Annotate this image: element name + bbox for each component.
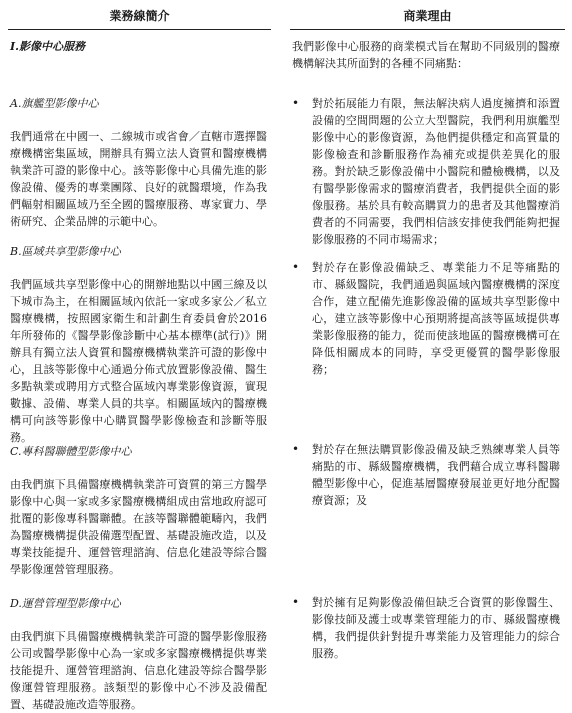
bullet-icon: • — [292, 96, 300, 110]
row-d-body: 由我們旗下具備醫療機構執業許可證的醫學影像服務公司或醫學影像中心為一家或多家醫療機構提供專業技能提升、運營管理諮詢、信息化建設等綜合醫學影像運營管理服務。該類型的影像中心不涉及設備配置、基礎設施改造等服務。 — [10, 630, 267, 711]
row-c-title: C.專科醫聯體型影像中心 — [10, 445, 132, 458]
bullet-icon: • — [292, 595, 300, 609]
row-d-reason-text: 對於擁有足夠影像設備但缺乏合資質的影像醫生、影像技師及護士或專業管理能力的市、縣級醫療機構，我們提供針對提升專業能力及管理能力的綜合服務。 — [312, 596, 560, 660]
row-b-reason-text: 對於存在影像設備缺乏、專業能力不足等痛點的市、縣級醫院，我們通過與區域內醫療機構的深度合作，建立配備先進影像設備的區域共享型影像中心，建立該等影像中心預期將提高該等區域提供專業影像服務的能力，從而使該地區的醫療機構可在降低相關成本的同時，享受更優質的醫學影像服務； — [312, 261, 560, 376]
section-i-intro: 我們影像中心服務的商業模式旨在幫助不同級別的醫療機構解決其所面對的各種不同痛點： — [292, 40, 560, 70]
row-c-body: 由我們旗下具備醫療機構執業許可資質的第三方醫學影像中心與一家或多家醫療機構組成由當地政府認可批覆的影像專科醫聯體。在該等醫聯體範疇內，我們為醫療機構提供設備選型配置、基礎設施改造，以及專業技能提升、運營管理諮詢、信息化建設等綜合醫學影像運營管理服務。 — [10, 478, 267, 576]
row-a-reason — [290, 95, 562, 265]
column-header-business-line: 業務線簡介 — [8, 3, 271, 30]
row-c-reason-text: 對於存在無法購買影像設備及缺乏熟練專業人員等痛點的市、縣級醫療機構，我們藉合成立專科醫聯體型影像中心，促進基層醫療發展並更好地分配醫療資源；及 — [312, 443, 560, 507]
section-i-title: I.影像中心服務 — [10, 40, 85, 53]
row-a-body: 我們通常在中國一、二線城市或省會／直轄市選擇醫療機構密集區域，開辦具有獨立法人資質和醫療機構執業許可證的影像中心。該等影像中心具備先進的影像設備、優秀的專業團隊、良好的就醫環境，作為我們輻射相關區域乃至全國的醫療服務、專家實力、學術研究、企業品牌的示範中心。 — [10, 130, 267, 228]
row-a-reason-text: 對於拓展能力有限，無法解決病人過度擁擠和添置設備的空間問題的公立大型醫院，我們利用旗艦型影像中心的影像資源，為他們提供穩定和高質量的影像檢查和診斷服務作為補充或提供差異化的服務。對於缺乏影像設備中小醫院和體檢機構，以及有醫學影像需求的醫療消費者，我們提供全面的影像服務。基於具有較高購買力的患者及其他醫療消費者的不同需要，我們相信該安排使我們能夠把握影像服務的不同市場需求； — [312, 97, 560, 246]
row-b-body: 我們區域共享型影像中心的開辦地點以中國三線及以下城市為主，在相關區域內依託一家或多家公／私立醫療機構，按照國家衛生和計劃生育委員會於2016年所發佈的《醫學影像診斷中心基本標準(試行)》開辦具有獨立法人資質和醫療機構執業許可證的影像中心，且該等影像中心通過分佈式放置影像設備、醫生多點執業或聘用方式整合區域內專業影像資源，實現數據、設備、專業人員的共享。相關區域內的醫療機構可向該等影像中心購買醫學影像檢查和診斷等服務。 — [10, 278, 267, 444]
bullet-icon: • — [292, 260, 300, 274]
row-b-reason — [290, 259, 562, 379]
row-b-title: B.區域共享型影像中心 — [10, 245, 121, 258]
row-d-reason — [290, 594, 562, 660]
row-d-title: D.運營管理型影像中心 — [10, 597, 121, 610]
row-c-reason — [290, 441, 562, 507]
row-a-title: A.旗艦型影像中心 — [10, 97, 99, 110]
column-header-commercial-rationale: 商業理由 — [290, 3, 565, 30]
bullet-icon: • — [292, 442, 300, 456]
